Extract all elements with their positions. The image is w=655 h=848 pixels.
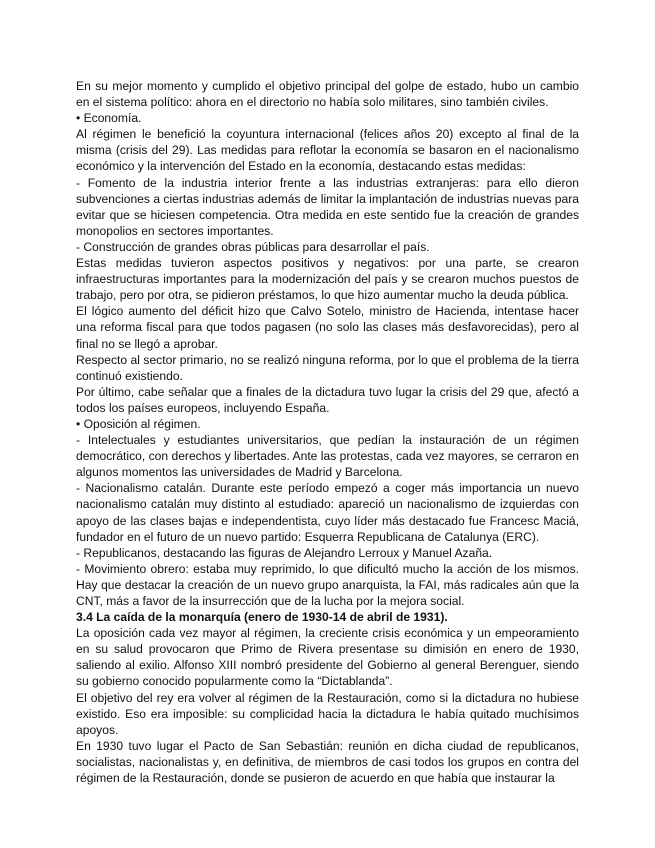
- document-page: [76, 78, 579, 786]
- paragraph: El objetivo del rey era volver al régimen de la Restauración, como si la dictadura no hubiese existido. Eso era imposible: su complicidad hacia la dictadura le había quitado muchísimos apoyos.: [76, 690, 579, 737]
- paragraph: Por último, cabe señalar que a finales de la dictadura tuvo lugar la crisis del 29 que, afectó a todos los países europeos, incluyendo España.: [76, 384, 579, 415]
- list-item: - Fomento de la industria interior frente a las industrias extranjeras: para ello dieron subvenciones a ciertas industrias además de limitar la implantación de industrias nuevas para evitar que se hiciesen competencia. Otra medida en este sentido fue la creación de grandes monopolios en sectores importantes.: [76, 175, 579, 238]
- paragraph: El lógico aumento del déficit hizo que Calvo Sotelo, ministro de Hacienda, intentase hacer una reforma fiscal para que todos pagasen (no solo las clases más desfavorecidas), pero al final no se llegó a aprobar.: [76, 304, 579, 351]
- paragraph: Al régimen le benefició la coyuntura internacional (felices años 20) excepto al final de la misma (crisis del 29). Las medidas para reflotar la economía se basaron en el nacionalismo económico y la intervención del Estado en la economía, destacando estas medidas:: [76, 127, 579, 174]
- paragraph: La oposición cada vez mayor al régimen, la creciente crisis económica y un empeoramiento en su salud provocaron que Primo de Rivera presentase su dimisión en enero de 1930, saliendo al exilio. Alfonso XIII nombró presidente del Gobierno al general Berenguer, siendo su gobierno conocido popularmente como la “Dictablanda”.: [76, 626, 579, 689]
- paragraph: En 1930 tuvo lugar el Pacto de San Sebastián: reunión en dicha ciudad de republicanos, socialistas, nacionalistas y, en definitiva, de miembros de casi todos los grupos en contra del régimen de la Restauración, donde se pusieron de acuerdo en que había que instaurar la: [76, 738, 579, 786]
- list-item: - Construcción de grandes obras públicas para desarrollar el país.: [76, 239, 430, 254]
- bullet-heading-oposicion: • Oposición al régimen.: [76, 416, 201, 431]
- list-item: - Nacionalismo catalán. Durante este período empezó a coger más importancia un nuevo nacionalismo catalán muy distinto al estudiado: apareció un nacionalismo de izquierdas con apoyo de las clases bajas e independentista, cuyo líder más destacado fue Francesc Maciá, fundador en el futuro de un nuevo partido: Esquerra Republicana de Catalunya (ERC).: [76, 481, 579, 544]
- paragraph: En su mejor momento y cumplido el objetivo principal del golpe de estado, hubo un cambio en el sistema político: ahora en el directorio no había solo militares, sino también civiles.: [76, 79, 579, 110]
- list-item: - Intelectuales y estudiantes universitarios, que pedían la instauración de un régimen democrático, con derechos y libertades. Ante las protestas, cada vez mayores, se cerraron en algunos momentos las universidades de Madrid y Barcelona.: [76, 433, 579, 480]
- bullet-heading-economia: • Economía.: [76, 111, 142, 126]
- paragraph: Respecto al sector primario, no se realizó ninguna reforma, por lo que el problema de la tierra continuó existiendo.: [76, 352, 579, 383]
- paragraph: Estas medidas tuvieron aspectos positivos y negativos: por una parte, se crearon infraestructuras importantes para la modernización del país y se crearon muchos puestos de trabajo, pero por otra, se pidieron préstamos, lo que hizo aumentar mucho la deuda pública.: [76, 256, 579, 303]
- list-item: - Republicanos, destacando las figuras de Alejandro Lerroux y Manuel Azaña.: [76, 545, 493, 560]
- section-heading: 3.4 La caída de la monarquía (enero de 1930-14 de abril de 1931).: [76, 610, 448, 625]
- list-item: - Movimiento obrero: estaba muy reprimido, lo que dificultó mucho la acción de los mismos. Hay que destacar la creación de un nuevo grupo anarquista, la FAI, más radicales aún que la CNT, más a favor de la insurrección que de la lucha por la mejora social.: [76, 561, 579, 608]
